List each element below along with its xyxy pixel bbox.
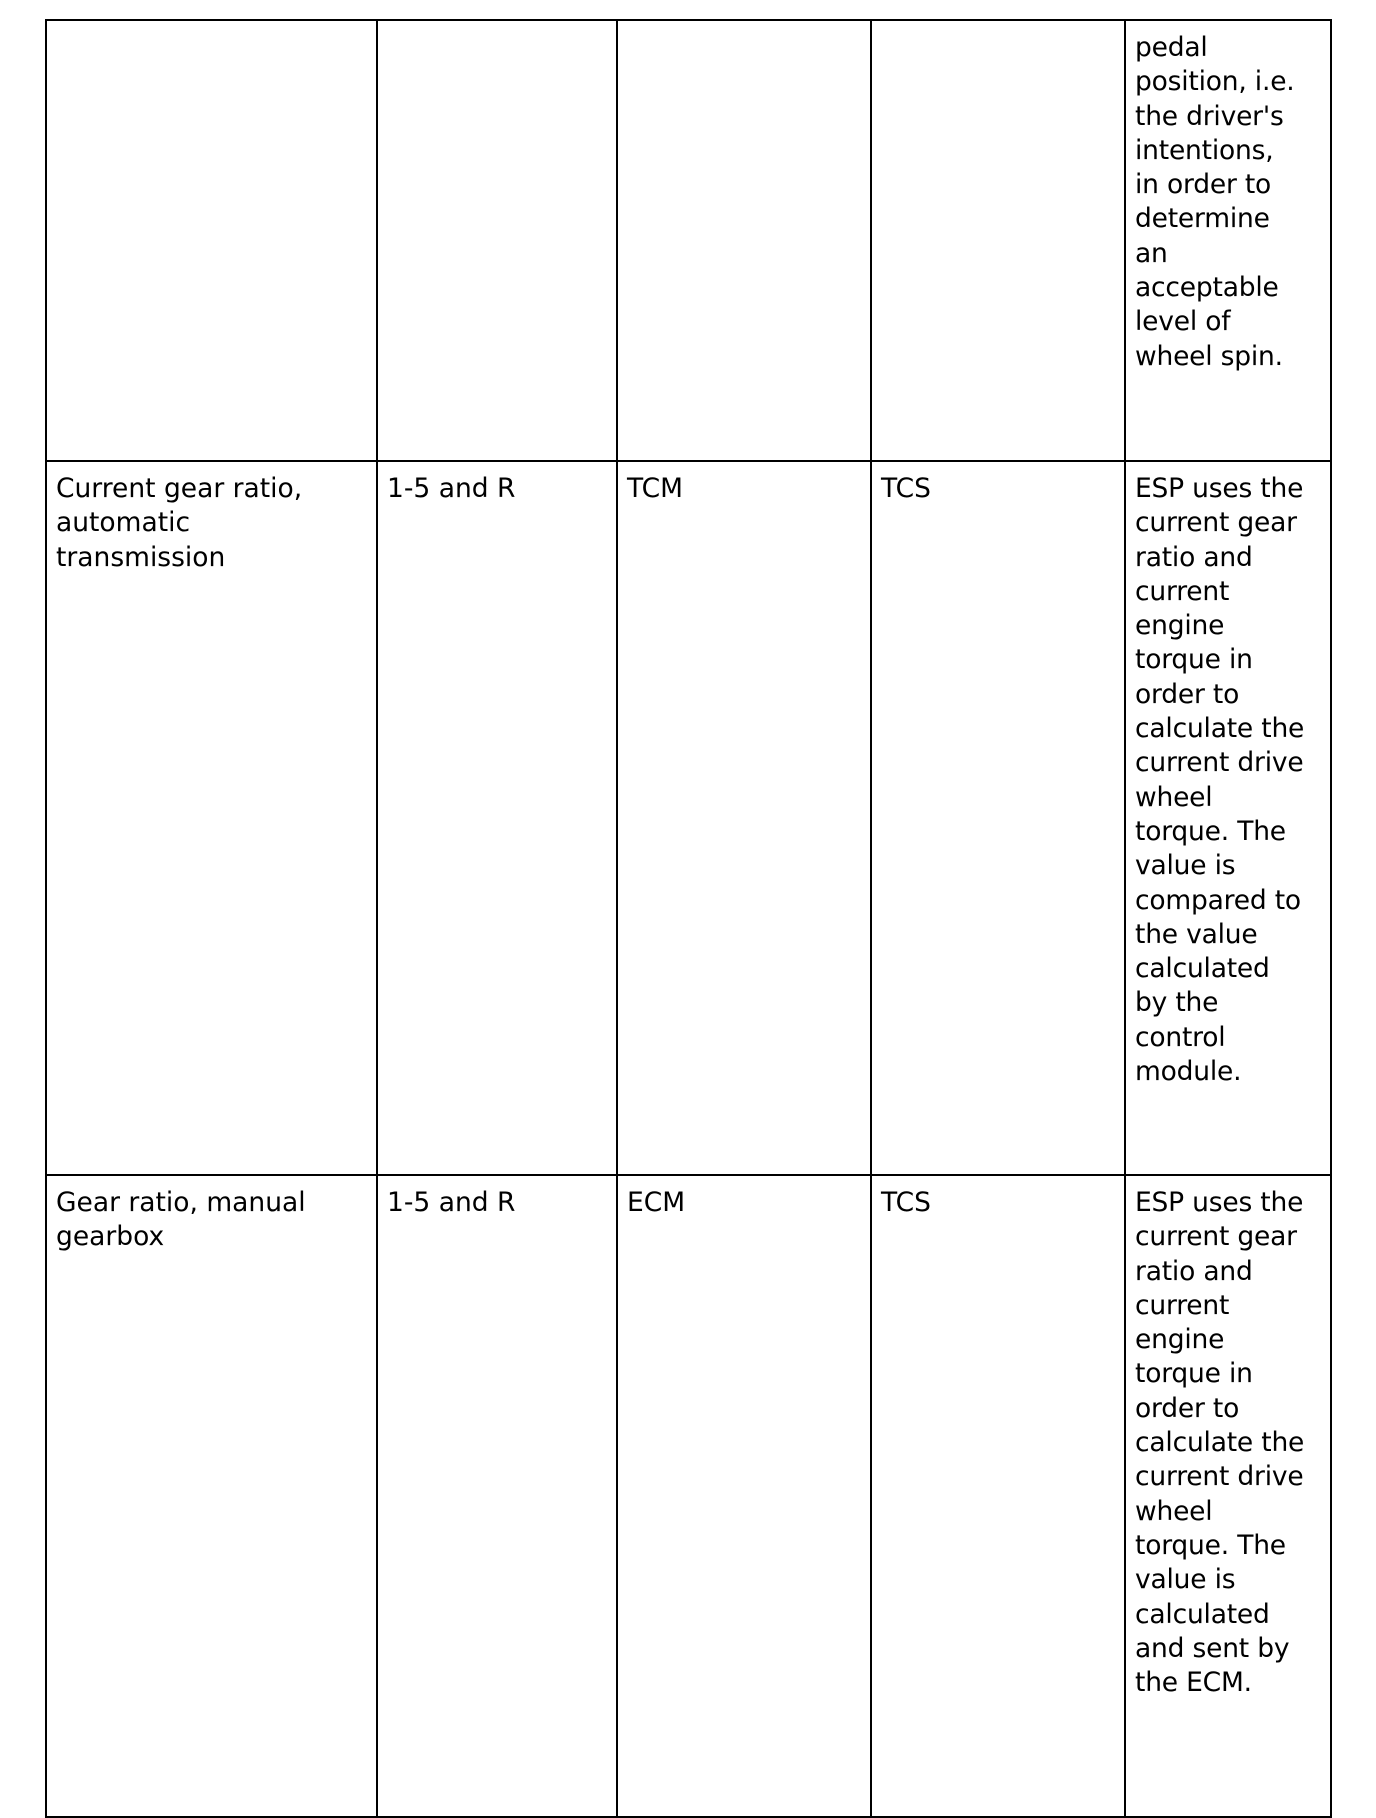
table-row xyxy=(46,1175,1331,1817)
table-cell-receiver xyxy=(871,461,1125,1175)
table-cell-sender xyxy=(617,20,871,461)
cell-text: 1-5 and R xyxy=(387,1187,516,1218)
table-cell-range xyxy=(377,1175,617,1817)
table-row xyxy=(46,20,1331,461)
signal-table xyxy=(45,19,1332,1818)
table-cell-description xyxy=(1125,461,1331,1175)
cell-text: Gear ratio, manual gearbox xyxy=(56,1187,306,1253)
table-cell-description xyxy=(1125,1175,1331,1817)
cell-text: TCS xyxy=(881,473,931,504)
table-cell-receiver xyxy=(871,20,1125,461)
cell-text: TCM xyxy=(627,473,684,504)
table-cell-range xyxy=(377,461,617,1175)
table-cell-signal xyxy=(46,461,377,1175)
cell-text: pedal position, i.e. the driver's intentions, in order to determine an acceptable level of wheel spin. xyxy=(1135,32,1295,372)
table-cell-sender xyxy=(617,461,871,1175)
table-cell-signal xyxy=(46,1175,377,1817)
table-cell-sender xyxy=(617,1175,871,1817)
cell-text: TCS xyxy=(881,1187,931,1218)
table-cell-range xyxy=(377,20,617,461)
cell-text: 1-5 and R xyxy=(387,473,516,504)
cell-text: ECM xyxy=(627,1187,686,1218)
table-cell-description xyxy=(1125,20,1331,461)
table-row xyxy=(46,461,1331,1175)
table-cell-receiver xyxy=(871,1175,1125,1817)
cell-text: ESP uses the current gear ratio and current engine torque in order to calculate the current drive wheel torque. The value is compared to the value calculated by the control module. xyxy=(1135,473,1305,1088)
cell-text: ESP uses the current gear ratio and current engine torque in order to calculate the current drive wheel torque. The value is calculated and sent by the ECM. xyxy=(1135,1187,1305,1699)
cell-text: Current gear ratio, automatic transmission xyxy=(56,473,303,573)
table-cell-signal xyxy=(46,20,377,461)
